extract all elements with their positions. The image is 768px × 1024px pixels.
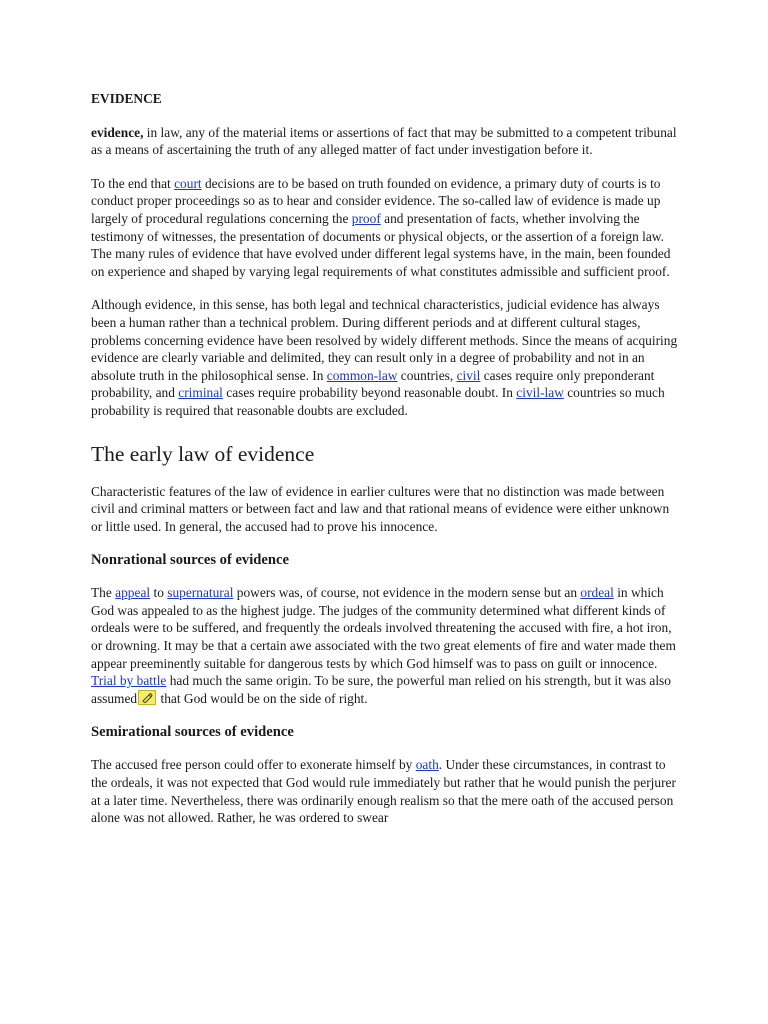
link-court[interactable]: court [174,175,202,191]
document-page [91,90,679,843]
link-supernatural[interactable]: supernatural [167,585,234,601]
text-run: that God would be on the side of right. [157,690,368,706]
subsection-heading-semirational: Semirational sources of evidence [91,724,294,741]
text-run: The [91,585,116,601]
text-run: . Under these circumstances, in contrast to the ordeals, it was not expected that God would rule immediately but rather that he would punish the perjurer at a later time. Nevertheless, there was ordinarily enough realism so that the mere oath of the accused person alone was not allowed. Rather, he was ordered to swear [91,757,676,826]
intro-term: evidence, [91,124,144,140]
link-civil-law[interactable]: civil-law [516,385,564,401]
note-icon[interactable] [138,690,156,705]
intro-text: in law, any of the material items or assertions of fact that may be submitted to a competent tribunal as a means of ascertaining the truth of any alleged matter of fact under investigation before it. [91,124,677,158]
link-civil[interactable]: civil [456,367,481,383]
subsection-heading-nonrational: Nonrational sources of evidence [91,552,289,569]
text-run: Although evidence, in this sense, has both legal and technical characteristics, judicial evidence has always been a human rather than a technical problem. During different periods and at different cultural stages, problems concerning evidence have been resolved by widely different methods. Since the means of acquiring evidence are clearly variable and delimited, they can result only in a degree of probability and not in an absolute truth in the philosophical sense. In [91,297,678,383]
text-run: The accused free person could offer to exonerate himself by [91,757,416,773]
text-run: powers was, of course, not evidence in the modern sense but an [233,585,581,601]
link-oath[interactable]: oath [415,757,439,773]
link-common-law[interactable]: common-law [326,367,398,383]
text-run: cases require only preponderant probability, and [91,367,655,401]
document-title: EVIDENCE [91,91,162,106]
link-appeal[interactable]: appeal [115,585,151,601]
text-run: countries so much probability is required that reasonable doubts are excluded. [91,385,665,418]
paragraph-court-duty [91,175,679,281]
link-proof[interactable]: proof [351,210,381,226]
paragraph-early-law: Characteristic features of the law of evidence in earlier cultures were that no distinction was made between civil and criminal matters or between fact and law and that rational means of evidence were either unknown or little used. In general, the accused had to prove his innocence. [91,483,670,534]
text-run: to [150,585,168,601]
intro-paragraph [91,124,679,159]
link-criminal[interactable]: criminal [178,385,223,401]
text-run: decisions are to be based on truth founded on evidence, a primary duty of courts is to conduct proper proceedings so as to hear and consider evidence. The so-called law of evidence is made up largely of procedural regulations concerning the [91,175,661,226]
link-trial-by-battle[interactable]: Trial by battle [91,673,167,689]
text-run: To the end that [91,175,175,191]
link-ordeal[interactable]: ordeal [580,585,614,601]
text-run: had much the same origin. To be sure, the powerful man relied on his strength, but it was also assumed [91,673,671,706]
text-run: cases require probability beyond reasonable doubt. In [222,385,517,401]
paragraph-nonrational [91,584,679,707]
text-run: and presentation of facts, whether involving the testimony of witnesses, the presentation of documents or physical objects, or the assertion of a foreign law. The many rules of evidence that have evolved under different legal systems have, in the main, been founded on experience and shaped by varying legal requirements of what constitutes admissible and sufficient proof. [91,210,671,279]
section-heading-early-law: The early law of evidence [91,441,315,466]
paragraph-semirational [91,756,679,826]
text-run: in which God was appealed to as the highest judge. The judges of the community determined what different kinds of ordeals were to be suffered, and frequently the ordeals involved threatening the accused with fire, a hot iron, or drowning. It may be that a certain awe associated with the two great elements of fire and water made them appear preeminently suitable for dangerous tests by which God himself was to pass on guilt or innocence. [91,585,676,671]
paragraph-probability [91,296,679,419]
text-run: countries, [397,367,457,383]
